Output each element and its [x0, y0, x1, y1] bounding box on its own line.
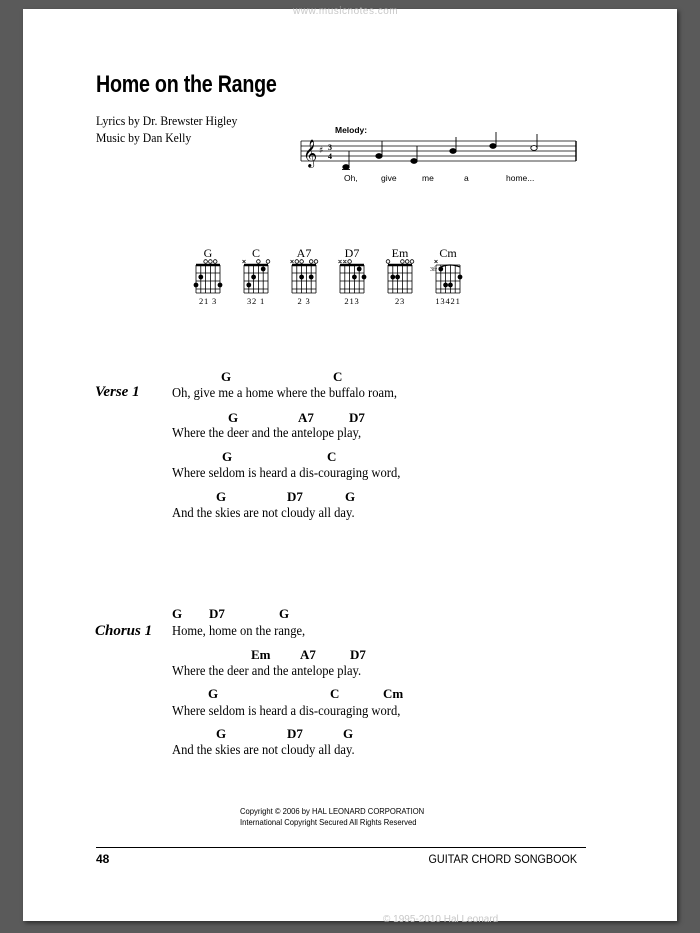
chord-diagram-g: G 21 3 [193, 247, 223, 306]
chord-symbol: G [222, 449, 233, 464]
chord-grid-icon [338, 259, 366, 295]
chord-symbol: A7 [300, 647, 316, 662]
chord-diagram-em: Em 23 [385, 247, 415, 306]
sheet-page [23, 6, 677, 925]
chord-symbol: D7 [287, 489, 303, 504]
copyright-line: International Copyright Secured All Rights Reserved [240, 817, 417, 827]
chord-diagrams [193, 247, 463, 306]
chord-grid-icon [386, 259, 414, 295]
chord-grid-icon [290, 259, 318, 295]
chord-symbol: G [216, 726, 227, 741]
chord-diagram-d7: D7 213 [337, 247, 367, 306]
page-number: 48 [96, 852, 110, 866]
chord-symbol: D7 [350, 647, 366, 662]
melody-syllable: home... [506, 173, 535, 183]
svg-text:3: 3 [328, 143, 332, 152]
treble-clef-icon: 𝄞 [303, 139, 318, 167]
melody-syllable: Oh, [344, 173, 358, 183]
chord-diagram-c: C 32 1 [241, 247, 271, 306]
footer-divider [96, 847, 586, 848]
chord-symbol: G [343, 726, 354, 741]
chorus-label: Chorus 1 [95, 623, 153, 639]
melody-staff [301, 139, 581, 179]
chord-symbol: C [330, 686, 340, 701]
lyrics-credit: Lyrics by Dr. Brewster Higley [96, 113, 238, 128]
chord-symbol: G [228, 410, 239, 425]
watermark-bottom: © 1995-2010 Hal Leonard [383, 914, 499, 925]
chord-symbol: Cm [383, 686, 404, 701]
chord-diagram-cm: Cm 3fr 13421 [430, 246, 461, 306]
melody-syllable: give [381, 173, 397, 183]
lyric-line: Where the deer and the antelope play. [172, 663, 362, 678]
lyric-line: And the skies are not cloudy all day. [172, 505, 355, 520]
chord-diagram-a7: A7 2 3 [289, 247, 319, 306]
chord-symbol: Em [251, 647, 271, 662]
lyric-line: And the skies are not cloudy all day. [172, 742, 355, 757]
chord-symbol: C [327, 449, 337, 464]
chord-symbol: G [208, 686, 219, 701]
music-credit: Music by Dan Kelly [96, 130, 192, 145]
copyright-line: Copyright © 2006 by HAL LEONARD CORPORATION [240, 806, 425, 816]
chord-symbol: G [172, 606, 183, 621]
svg-text:3fr: 3fr [430, 267, 437, 273]
lyric-line: Where seldom is heard a dis-couraging word, [172, 703, 401, 718]
chord-symbol: A7 [298, 410, 314, 425]
chord-symbol: D7 [349, 410, 365, 425]
book-title: GUITAR CHORD SONGBOOK [428, 852, 577, 866]
song-title: Home on the Range [96, 71, 277, 98]
chord-grid-icon [242, 259, 270, 295]
chord-grid-icon [194, 259, 222, 295]
lyric-line: Home, home on the range, [172, 623, 306, 638]
verse-label: Verse 1 [95, 384, 140, 400]
lyric-line: Where the deer and the antelope play, [172, 425, 362, 440]
chord-grid-icon [430, 259, 462, 295]
lyric-line: Oh, give me a home where the buffalo roam, [172, 385, 397, 400]
chord-symbol: G [279, 606, 290, 621]
melody-syllable: me [422, 173, 434, 183]
lyric-line: Where seldom is heard a dis-couraging word, [172, 465, 401, 480]
chord-symbol: G [216, 489, 227, 504]
chord-symbol: D7 [287, 726, 303, 741]
watermark-top: www.musicnotes.com [293, 6, 399, 17]
melody-label: Melody: [335, 125, 368, 135]
chord-symbol: G [345, 489, 356, 504]
chord-symbol: D7 [209, 606, 225, 621]
svg-text:♯: ♯ [319, 146, 324, 156]
chord-symbol: C [333, 369, 343, 384]
chord-symbol: G [221, 369, 232, 384]
svg-text:4: 4 [328, 152, 332, 161]
melody-syllable: a [464, 173, 469, 183]
